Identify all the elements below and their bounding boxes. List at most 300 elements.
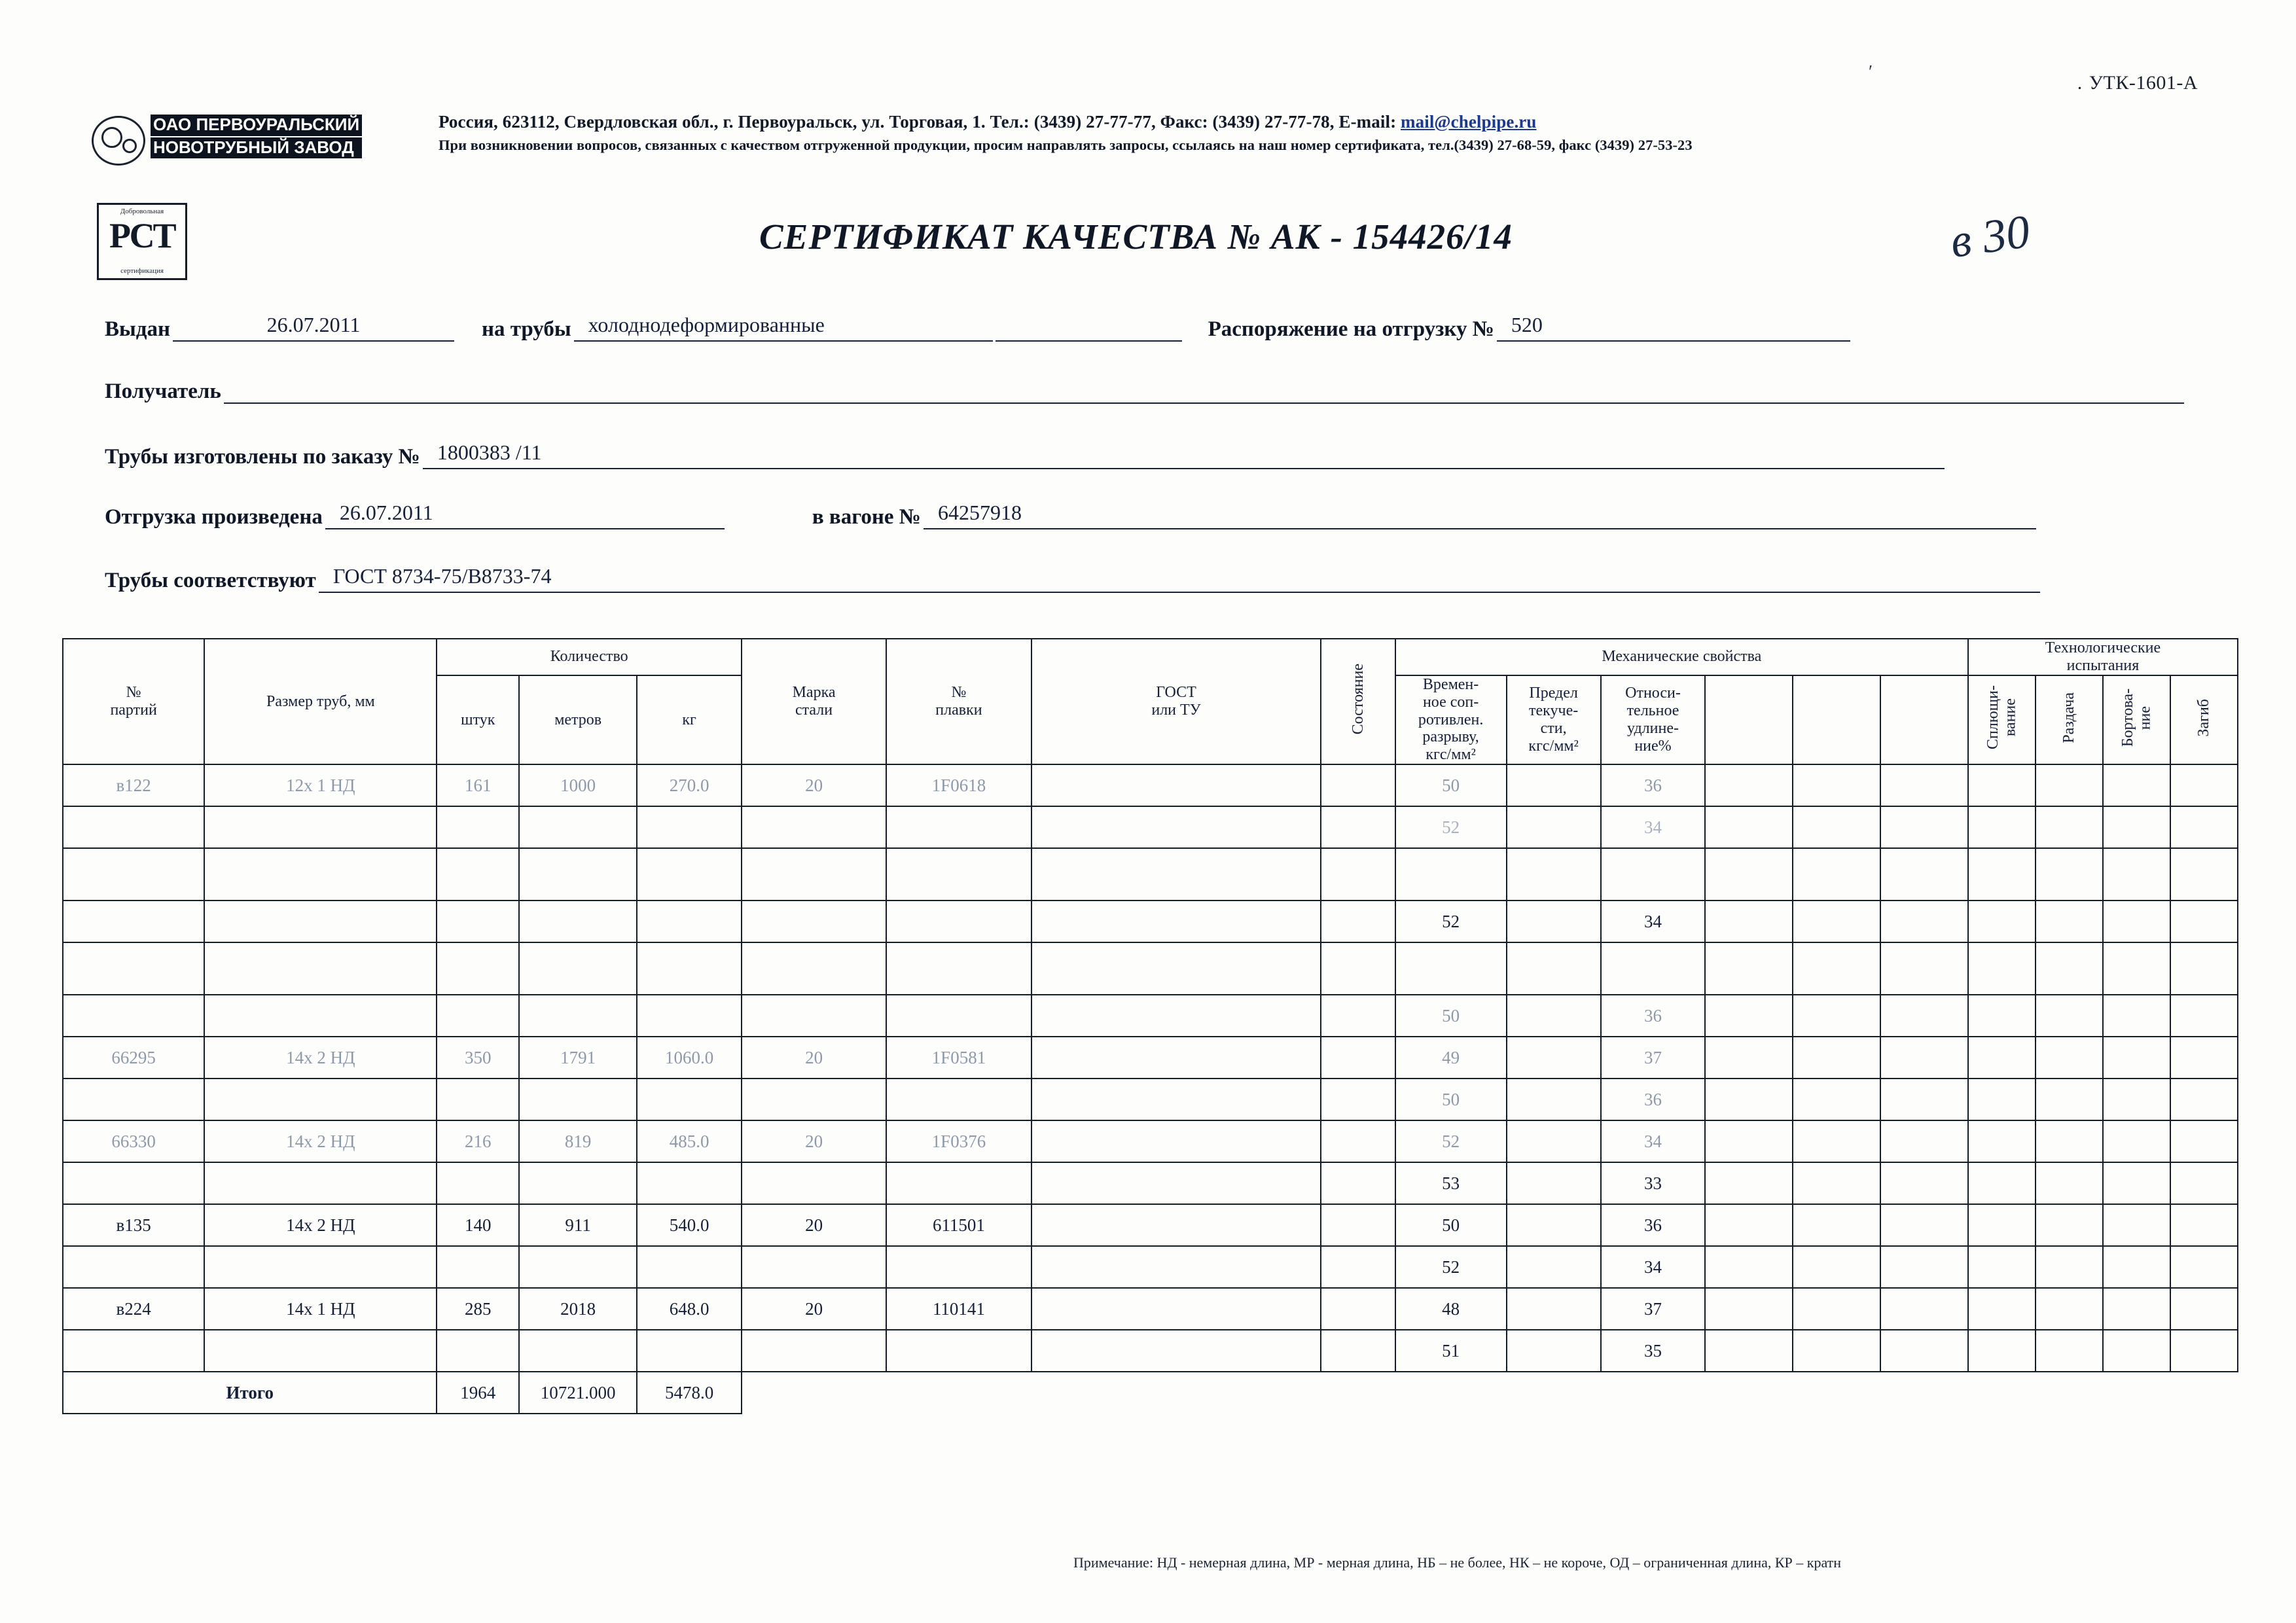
totals-blank-10 xyxy=(1880,1372,1968,1414)
issued-value[interactable]: 26.07.2011 xyxy=(173,313,454,342)
cell-tensile: 49 xyxy=(1395,1037,1507,1079)
cell-bend xyxy=(2170,806,2238,848)
cell-grade xyxy=(742,942,886,995)
cell-gost xyxy=(1031,1162,1321,1204)
cell-gost xyxy=(1031,1330,1321,1372)
table-row[interactable] xyxy=(63,995,2238,1037)
cell-party xyxy=(63,1079,204,1120)
cell-gost xyxy=(1031,764,1321,806)
cell-size: 14х 2 НД xyxy=(204,1204,437,1246)
table-body xyxy=(63,764,2238,1414)
cell-flanging xyxy=(2103,1204,2170,1246)
cell-mech-blank-2 xyxy=(1793,995,1880,1037)
cell-party: 66295 xyxy=(63,1037,204,1079)
cell-bend xyxy=(2170,901,2238,942)
cell-gost xyxy=(1031,1246,1321,1288)
cell-mech-blank-3 xyxy=(1880,1162,1968,1204)
col-tensile-l2: ное соп- xyxy=(1422,693,1479,711)
cell-mech-blank-2 xyxy=(1793,1120,1880,1162)
cell-tensile: 52 xyxy=(1395,1246,1507,1288)
table-row[interactable] xyxy=(63,848,2238,901)
cell-mech-blank-2 xyxy=(1793,1079,1880,1120)
cell-elongation: 33 xyxy=(1601,1162,1706,1204)
cell-elongation: 34 xyxy=(1601,901,1706,942)
cell-yield xyxy=(1507,1330,1601,1372)
cell-condition xyxy=(1321,995,1395,1037)
company-address-block xyxy=(439,112,2206,154)
cell-meters xyxy=(519,1246,637,1288)
col-mech-blank-2 xyxy=(1793,675,1880,764)
col-tech-tests-l1: Технологические xyxy=(2045,639,2161,656)
table-row[interactable] xyxy=(63,1162,2238,1204)
table-row[interactable] xyxy=(63,1079,2238,1120)
col-party-l2: партий xyxy=(110,702,157,719)
stamp-top-text: Добровольная xyxy=(120,207,164,215)
cell-gost xyxy=(1031,1079,1321,1120)
cell-party xyxy=(63,1246,204,1288)
cell-gost xyxy=(1031,1288,1321,1330)
cell-mech-blank-1 xyxy=(1705,806,1793,848)
cell-size xyxy=(204,806,437,848)
cell-gost xyxy=(1031,942,1321,995)
cell-party: 66330 xyxy=(63,1120,204,1162)
cell-elongation: 34 xyxy=(1601,1120,1706,1162)
cell-tensile: 52 xyxy=(1395,1120,1507,1162)
pipes-value[interactable]: холоднодеформированные xyxy=(574,313,993,342)
standard-value[interactable]: ГОСТ 8734-75/В8733-74 xyxy=(319,564,2040,593)
table-header xyxy=(63,639,2238,764)
cell-grade: 20 xyxy=(742,1204,886,1246)
col-elongation-l1: Относи- xyxy=(1625,685,1681,702)
cell-flaring xyxy=(2036,942,2103,995)
col-steel-grade-l2: стали xyxy=(795,702,833,719)
cell-tensile xyxy=(1395,848,1507,901)
col-tech-tests-l2: испытания xyxy=(2066,656,2140,674)
table-row[interactable] xyxy=(63,942,2238,995)
cell-heat: 1F0618 xyxy=(886,764,1031,806)
cell-bend xyxy=(2170,1204,2238,1246)
cell-pieces xyxy=(437,848,519,901)
company-name-line2: НОВОТРУБНЫЙ ЗАВОД xyxy=(151,137,362,159)
cell-party xyxy=(63,995,204,1037)
table-row[interactable] xyxy=(63,764,2238,806)
order-label: Распоряжение на отгрузку № xyxy=(1208,317,1494,341)
cell-size xyxy=(204,1246,437,1288)
cell-meters: 1000 xyxy=(519,764,637,806)
cell-tensile: 53 xyxy=(1395,1162,1507,1204)
cell-grade: 20 xyxy=(742,1120,886,1162)
cell-kg: 485.0 xyxy=(637,1120,742,1162)
totals-blank-1 xyxy=(742,1372,886,1414)
cell-flanging xyxy=(2103,848,2170,901)
cell-flaring xyxy=(2036,1162,2103,1204)
pipes-label: на трубы xyxy=(481,317,571,341)
cell-yield xyxy=(1507,1079,1601,1120)
col-tech-tests-group xyxy=(1968,639,2238,675)
cell-mech-blank-3 xyxy=(1880,1288,1968,1330)
company-address-text: Россия, 623112, Свердловская обл., г. Первоуральск, ул. Торговая, 1. Тел.: (3439) 27-77-77, Факс: (3439) 27-77-78, E-mail: xyxy=(439,112,1397,132)
cell-grade xyxy=(742,1162,886,1204)
cell-meters xyxy=(519,848,637,901)
cell-meters xyxy=(519,901,637,942)
cell-meters xyxy=(519,806,637,848)
cell-party xyxy=(63,942,204,995)
cell-mech-blank-3 xyxy=(1880,942,1968,995)
cell-condition xyxy=(1321,1204,1395,1246)
totals-pieces: 1964 xyxy=(437,1372,519,1414)
table-row[interactable] xyxy=(63,806,2238,848)
cell-grade xyxy=(742,848,886,901)
cell-yield xyxy=(1507,901,1601,942)
pntz-logo-icon xyxy=(92,116,145,166)
cell-flaring xyxy=(2036,848,2103,901)
cell-mech-blank-2 xyxy=(1793,806,1880,848)
cell-mech-blank-3 xyxy=(1880,901,1968,942)
cell-mech-blank-3 xyxy=(1880,1037,1968,1079)
totals-label: Итого xyxy=(63,1372,437,1414)
manufactured-label: Трубы изготовлены по заказу № xyxy=(105,445,420,469)
cell-size xyxy=(204,1162,437,1204)
table-row[interactable] xyxy=(63,901,2238,942)
cell-mech-blank-1 xyxy=(1705,901,1793,942)
cell-pieces xyxy=(437,901,519,942)
cell-flattening xyxy=(1968,1330,2036,1372)
cell-flanging xyxy=(2103,1120,2170,1162)
cell-mech-blank-3 xyxy=(1880,848,1968,901)
cell-bend xyxy=(2170,942,2238,995)
cell-grade: 20 xyxy=(742,1037,886,1079)
cell-elongation: 34 xyxy=(1601,806,1706,848)
cell-meters: 911 xyxy=(519,1204,637,1246)
col-gost xyxy=(1031,639,1321,764)
cell-bend xyxy=(2170,1037,2238,1079)
col-flattening-label: Сплющи- вание xyxy=(1984,685,2019,750)
cell-flattening xyxy=(1968,1246,2036,1288)
cell-flaring xyxy=(2036,764,2103,806)
company-name xyxy=(151,115,362,158)
cell-kg: 648.0 xyxy=(637,1288,742,1330)
cell-heat: 1F0581 xyxy=(886,1037,1031,1079)
cell-mech-blank-3 xyxy=(1880,1120,1968,1162)
cell-yield xyxy=(1507,1120,1601,1162)
cell-kg xyxy=(637,848,742,901)
totals-blank-11 xyxy=(1968,1372,2036,1414)
col-yield-l1: Предел xyxy=(1529,685,1578,702)
form-row-shipment xyxy=(105,501,2036,529)
wagon-value[interactable]: 64257918 xyxy=(924,501,2036,529)
cell-elongation: 36 xyxy=(1601,995,1706,1037)
cell-flattening xyxy=(1968,995,2036,1037)
cell-pieces xyxy=(437,942,519,995)
cell-flattening xyxy=(1968,1120,2036,1162)
cell-elongation: 36 xyxy=(1601,1204,1706,1246)
cell-meters xyxy=(519,1079,637,1120)
stamp-bottom-text: сертификация xyxy=(120,267,164,275)
cell-tensile: 50 xyxy=(1395,1079,1507,1120)
cell-mech-blank-1 xyxy=(1705,942,1793,995)
cell-flanging xyxy=(2103,1079,2170,1120)
cell-mech-blank-1 xyxy=(1705,1330,1793,1372)
cell-kg: 540.0 xyxy=(637,1204,742,1246)
cell-grade xyxy=(742,1330,886,1372)
cell-heat xyxy=(886,806,1031,848)
cell-grade xyxy=(742,995,886,1037)
table-header-row-1 xyxy=(63,639,2238,675)
cell-mech-blank-1 xyxy=(1705,1288,1793,1330)
cell-flaring xyxy=(2036,806,2103,848)
table-row[interactable] xyxy=(63,1288,2238,1330)
cell-mech-blank-2 xyxy=(1793,764,1880,806)
cell-flaring xyxy=(2036,1246,2103,1288)
cell-mech-blank-3 xyxy=(1880,1246,1968,1288)
cell-pieces: 285 xyxy=(437,1288,519,1330)
col-yield xyxy=(1507,675,1601,764)
totals-meters: 10721.000 xyxy=(519,1372,637,1414)
cell-size: 14х 2 НД xyxy=(204,1037,437,1079)
cell-mech-blank-2 xyxy=(1793,1162,1880,1204)
table-row[interactable] xyxy=(63,1246,2238,1288)
col-flanging xyxy=(2103,675,2170,764)
cell-flattening xyxy=(1968,942,2036,995)
cell-grade xyxy=(742,1246,886,1288)
table-row[interactable] xyxy=(63,1204,2238,1246)
consignee-value[interactable] xyxy=(224,375,2184,404)
totals-blank-6 xyxy=(1507,1372,1601,1414)
cell-pieces xyxy=(437,1162,519,1204)
cell-yield xyxy=(1507,848,1601,901)
cell-kg: 270.0 xyxy=(637,764,742,806)
order-value[interactable]: 520 xyxy=(1497,313,1850,342)
cell-bend xyxy=(2170,1162,2238,1204)
cell-yield xyxy=(1507,806,1601,848)
cell-mech-blank-2 xyxy=(1793,848,1880,901)
letterhead xyxy=(92,112,2206,173)
col-mech-blank-1 xyxy=(1705,675,1793,764)
cell-mech-blank-1 xyxy=(1705,1162,1793,1204)
col-elongation-l2: тельное xyxy=(1626,702,1679,720)
cell-grade: 20 xyxy=(742,1288,886,1330)
form-row-issued xyxy=(105,313,1850,342)
cell-mech-blank-3 xyxy=(1880,1079,1968,1120)
cell-condition xyxy=(1321,1120,1395,1162)
form-row-consignee xyxy=(105,375,2184,404)
cell-heat xyxy=(886,1162,1031,1204)
cell-flattening xyxy=(1968,1288,2036,1330)
cell-heat: 611501 xyxy=(886,1204,1031,1246)
cell-flaring xyxy=(2036,1120,2103,1162)
cell-tensile: 52 xyxy=(1395,806,1507,848)
cell-heat xyxy=(886,1246,1031,1288)
cell-yield xyxy=(1507,1204,1601,1246)
company-email-link[interactable]: mail@chelpipe.ru xyxy=(1401,112,1537,132)
cell-flanging xyxy=(2103,806,2170,848)
cell-size xyxy=(204,995,437,1037)
cell-pieces xyxy=(437,995,519,1037)
shipment-label: Отгрузка произведена xyxy=(105,505,323,529)
cell-mech-blank-1 xyxy=(1705,764,1793,806)
cell-pieces xyxy=(437,1079,519,1120)
cell-condition xyxy=(1321,901,1395,942)
cell-heat xyxy=(886,1330,1031,1372)
totals-blank-14 xyxy=(2170,1372,2238,1414)
cell-elongation: 34 xyxy=(1601,1246,1706,1288)
cell-tensile: 48 xyxy=(1395,1288,1507,1330)
form-row-order-number xyxy=(105,440,1945,469)
cell-bend xyxy=(2170,764,2238,806)
cell-bend xyxy=(2170,1288,2238,1330)
col-yield-l4: кгс/мм² xyxy=(1528,737,1579,755)
cell-party: в122 xyxy=(63,764,204,806)
cell-bend xyxy=(2170,1120,2238,1162)
table-row[interactable] xyxy=(63,1120,2238,1162)
cell-condition xyxy=(1321,1246,1395,1288)
cell-kg xyxy=(637,1162,742,1204)
col-kg: кг xyxy=(637,675,742,764)
issued-label: Выдан xyxy=(105,317,170,341)
cell-flanging xyxy=(2103,764,2170,806)
cell-flanging xyxy=(2103,901,2170,942)
cell-kg xyxy=(637,995,742,1037)
cell-mech-blank-1 xyxy=(1705,1079,1793,1120)
col-heat-l2: плавки xyxy=(935,702,982,719)
cell-flaring xyxy=(2036,1288,2103,1330)
cell-yield xyxy=(1507,764,1601,806)
cell-gost xyxy=(1031,806,1321,848)
cell-mech-blank-1 xyxy=(1705,848,1793,901)
cell-condition xyxy=(1321,1037,1395,1079)
col-party xyxy=(63,639,204,764)
cell-condition xyxy=(1321,764,1395,806)
cell-bend xyxy=(2170,1246,2238,1288)
col-flaring-label: Раздача xyxy=(2060,692,2078,743)
cell-flaring xyxy=(2036,901,2103,942)
col-tensile-l3: ротивлен. xyxy=(1418,711,1484,728)
cell-gost xyxy=(1031,901,1321,942)
standard-label: Трубы соответствуют xyxy=(105,569,316,592)
cell-grade xyxy=(742,806,886,848)
cell-condition xyxy=(1321,848,1395,901)
cell-condition xyxy=(1321,942,1395,995)
col-meters: метров xyxy=(519,675,637,764)
cell-tensile: 50 xyxy=(1395,1204,1507,1246)
cell-elongation: 37 xyxy=(1601,1037,1706,1079)
cell-elongation xyxy=(1601,848,1706,901)
manufactured-value[interactable]: 1800383 /11 xyxy=(423,440,1945,469)
cell-condition xyxy=(1321,806,1395,848)
cell-yield xyxy=(1507,1246,1601,1288)
cell-party: в135 xyxy=(63,1204,204,1246)
cell-pieces xyxy=(437,1330,519,1372)
cell-tensile: 51 xyxy=(1395,1330,1507,1372)
cell-bend xyxy=(2170,1330,2238,1372)
col-pieces: штук xyxy=(437,675,519,764)
cell-bend xyxy=(2170,848,2238,901)
document-code-value: УТК-1601-А xyxy=(2089,72,2198,94)
col-flattening xyxy=(1968,675,2036,764)
col-yield-l3: сти, xyxy=(1540,719,1567,737)
company-address xyxy=(439,112,2206,132)
col-party-l1: № xyxy=(126,684,141,702)
cell-flattening xyxy=(1968,901,2036,942)
pipes-extra-line[interactable] xyxy=(996,313,1182,342)
cell-flattening xyxy=(1968,806,2036,848)
cell-mech-blank-1 xyxy=(1705,995,1793,1037)
cell-flattening xyxy=(1968,1162,2036,1204)
stamp-glyph: РСТ xyxy=(109,216,175,255)
cell-mech-blank-3 xyxy=(1880,806,1968,848)
totals-blank-8 xyxy=(1705,1372,1793,1414)
cell-kg xyxy=(637,942,742,995)
document-code: . УТК-1601-А xyxy=(2077,72,2198,94)
totals-blank-13 xyxy=(2103,1372,2170,1414)
col-quantity-group: Количество xyxy=(437,639,741,675)
table-totals-row xyxy=(63,1372,2238,1414)
cell-yield xyxy=(1507,1162,1601,1204)
cell-heat xyxy=(886,1079,1031,1120)
cell-elongation: 37 xyxy=(1601,1288,1706,1330)
cell-flattening xyxy=(1968,848,2036,901)
table-row[interactable] xyxy=(63,1037,2238,1079)
cell-grade xyxy=(742,1079,886,1120)
col-mech-blank-3 xyxy=(1880,675,1968,764)
table-row[interactable] xyxy=(63,1330,2238,1372)
totals-blank-3 xyxy=(1031,1372,1321,1414)
cell-mech-blank-1 xyxy=(1705,1246,1793,1288)
col-heat xyxy=(886,639,1031,764)
cell-kg xyxy=(637,1246,742,1288)
cell-kg xyxy=(637,1079,742,1120)
cell-tensile: 50 xyxy=(1395,764,1507,806)
cell-condition xyxy=(1321,1079,1395,1120)
cell-party xyxy=(63,1162,204,1204)
cell-heat: 1F0376 xyxy=(886,1120,1031,1162)
cell-flanging xyxy=(2103,1288,2170,1330)
cell-tensile: 50 xyxy=(1395,995,1507,1037)
cell-size xyxy=(204,1330,437,1372)
cell-pieces xyxy=(437,1246,519,1288)
col-flaring xyxy=(2036,675,2103,764)
cell-size: 12х 1 НД xyxy=(204,764,437,806)
col-condition xyxy=(1321,639,1395,764)
col-flanging-label: Бортова- ние xyxy=(2119,688,2154,747)
col-elongation xyxy=(1601,675,1706,764)
shipment-value[interactable]: 26.07.2011 xyxy=(325,501,725,529)
cell-meters xyxy=(519,942,637,995)
cell-mech-blank-1 xyxy=(1705,1120,1793,1162)
cell-mech-blank-2 xyxy=(1793,1204,1880,1246)
cell-tensile: 52 xyxy=(1395,901,1507,942)
cell-elongation xyxy=(1601,942,1706,995)
cell-party xyxy=(63,1330,204,1372)
totals-blank-4 xyxy=(1321,1372,1395,1414)
cell-meters xyxy=(519,1330,637,1372)
cell-yield xyxy=(1507,995,1601,1037)
cell-mech-blank-3 xyxy=(1880,1204,1968,1246)
company-logo xyxy=(92,115,399,166)
cell-size xyxy=(204,942,437,995)
totals-kg: 5478.0 xyxy=(637,1372,742,1414)
col-bend xyxy=(2170,675,2238,764)
page-title: СЕРТИФИКАТ КАЧЕСТВА № АК - 154426/14 xyxy=(759,217,1513,257)
cell-elongation: 36 xyxy=(1601,764,1706,806)
cell-bend xyxy=(2170,995,2238,1037)
cell-gost xyxy=(1031,1204,1321,1246)
cell-pieces: 161 xyxy=(437,764,519,806)
col-gost-l1: ГОСТ xyxy=(1156,684,1196,702)
col-heat-l1: № xyxy=(951,684,967,702)
cell-yield xyxy=(1507,1037,1601,1079)
cell-heat xyxy=(886,942,1031,995)
